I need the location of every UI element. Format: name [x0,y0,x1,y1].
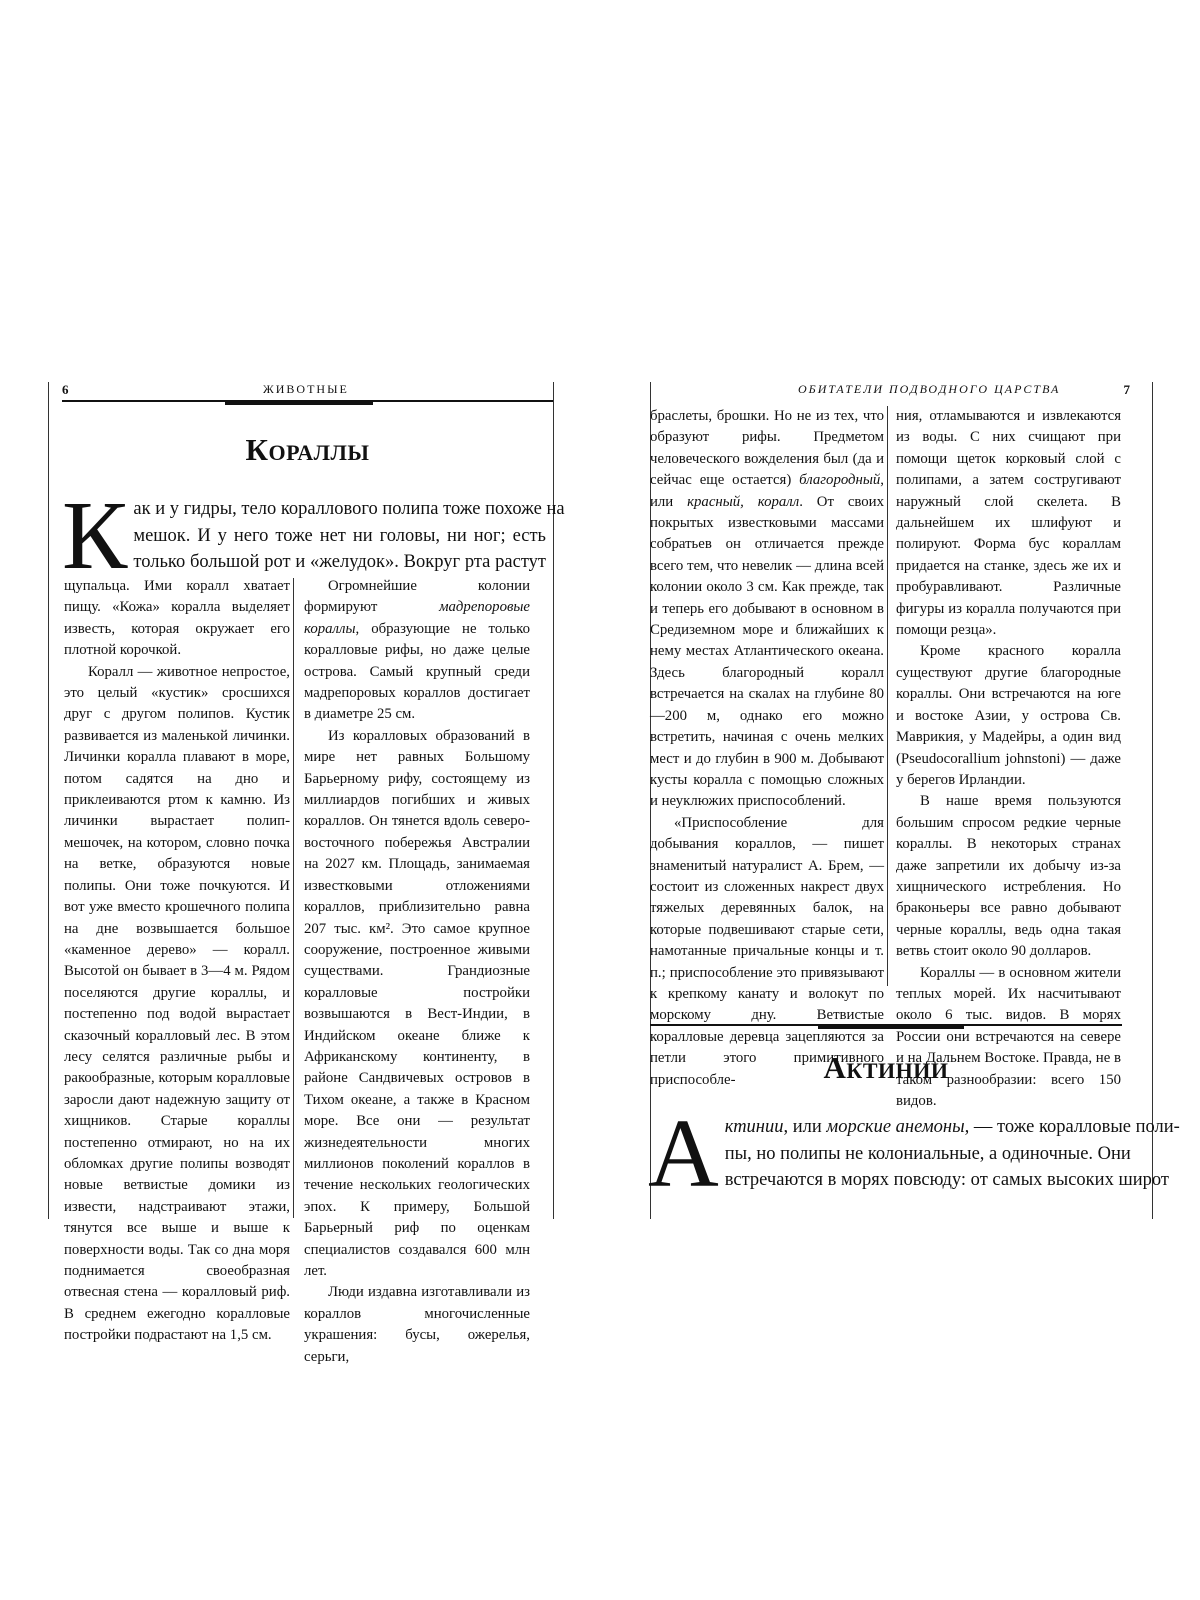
running-head-title: ЖИВОТНЫЕ [263,382,349,396]
drop-cap: К [62,482,128,590]
lead-line: встречаются в морях повсюду: от самых высоких широт [724,1170,1169,1190]
paragraph: Коралл — животное непростое, это целый «кустик» сросшихся друг с другом полипов. Кустик развивается из маленькой личинки. Личинки коралла плавают в море, потом садятся на дно и приклеиваются ртом к камню. Из личинки вырастает полип-мешочек, на котором, словно почка на ветке, образуются новые полипы. Они тоже почкуются. И вот уже вместо крошечного полипа на дне возвышается большое «каменное дерево» — коралл. Высотой он бывает в 3—4 м. Рядом поселяются другие кораллы, и постепенно под водой вырастает сказочный коралловый лес. В этом лесу селятся различные рыбы и ракообразные, которым коралловые заросли дают надежную защиту от хищников. Старые кораллы постепенно отмирают, но на их обломках другие полипы возводят новые ветвистые домики из извести, надстраивают этажи, тянутся все выше и выше к поверхности воды. Так со дна моря поднимается своеобразная отвесная стена — коралловый риф. В среднем ежегодно коралловые постройки подрастают на 1,5 см. [64,663,290,1344]
column-separator [887,406,888,986]
section-title: Кораллы [245,432,370,467]
right-running-head [650,382,1152,404]
lead-line: только большой рот и «желудок». Вокруг рта растут [133,552,546,572]
species-term: красный, коралл [687,493,800,510]
text-column-1 [64,576,290,1347]
header-accent-bar [225,400,373,405]
species-term: мадрепоровые кораллы [304,599,530,637]
paragraph: Кроме красного коралла существуют другие благородные кораллы. Они встречаются на юге и востоке Азии, у острова Св. Маврикия, у Мадейры, а один вид (Pseudocorallium johnstoni) — даже у берегов Ирландии. [896,643,1121,788]
paragraph: Люди издавна изготавливали из кораллов многочисленные украшения: бусы, ожерелья, серьги, [304,1284,530,1365]
lead-line: пы, но полипы не колониальные, а одиночные. Они [724,1143,1131,1164]
drop-cap: А [648,1100,719,1208]
text-column-2 [896,406,1121,1112]
page-number: 7 [1123,382,1130,397]
paragraph: Огромнейшие колонии формируют мадрепоровые кораллы, образующие не только коралловые рифы, но даже целые острова. Самый крупный среди мадрепоровых кораллов достигает в диаметре 25 см. [304,578,530,723]
paragraph: щупальца. Ими коралл хватает пищу. «Кожа» коралла выделяет известь, которая окружает его плотной корочкой. [64,578,290,659]
text-column-2 [304,576,530,1368]
paragraph: «Приспособление для добывания кораллов, — пишет знаменитый натуралист А. Брем, — состоит из сложенных накрест двух тяжелых деревянных балок, на которые подвешивают старые сети, намотанные причальные концы и т. п.; приспособление это привязывают к крепкому канату и волокут по морскому дну. Ветвистые коралловые деревца зацепляются за петли этого примитивного приспособле- [650,814,884,1088]
lead-line: ак и у гидры, тело кораллового полипа тоже похоже на [133,499,565,519]
paragraph: Кораллы — в основном жители теплых морей. Их насчитывают около 6 тыс. видов. В морях России они встречаются на севере и на Дальнем Востоке. Правда, не в таком разнообразии: всего 150 видов. [896,964,1121,1109]
paragraph: ния, отламываются и извлекаются из воды. С них счищают при помощи щеток корковый слой с полипами, а затем состругивают наружный слой скелета. В дальнейшем их шлифуют и полируют. Форма бус кораллам придается на станке, здесь же их и пробуравливают. Различные фигуры из коралла получаются при помощи резца». [896,408,1121,639]
lead-line: ктинии, или морские анемоны, — тоже коралловые поли- [724,1117,1180,1137]
paragraph: браслеты, брошки. Но не из тех, что образуют рифы. Предметом человеческого вожделения был (да и сейчас еще остается) благородный, или красный, коралл. От своих покрытых известковыми массами собратьев он отличается прежде всего тем, что невелик — длина всей колонии около 3 см. Как прежде, так и теперь его добывают в основном в Средиземном море и ближайших к нему местах Атлантического океана. Здесь благородный коралл встречается на скалах на глубине 80—200 м, однако его можно встретить, начиная с очень мелких мест и до глубин в 900 м. Добывают кусты коралла с помощью сложных и неуклюжих приспособлений. [650,408,884,810]
page-number: 6 [62,382,69,397]
left-page-outer-rule [48,382,49,1219]
right-page [648,382,1180,1208]
section-accent-bar [818,1024,964,1029]
paragraph: Из коралловых образований в мире нет равных Большому Барьерному рифу, состоящему из миллиардов погибших и живых кораллов. Он тянется вдоль северо-восточного побережья Австралии на 2027 км. Площадь, занимаемая известковыми отложениями кораллов, приблизительно равна 207 тыс. км². Это самое крупное сооружение, построенное живыми существами. Грандиозные коралловые постройки возвышаются в Вест-Индии, в Индийском океане ближе к Африканскому континенту, в районе Сандвичевых островов в Тихом океане, а также в Красном море. Все они — результат жизнедеятельности многих миллионов поколений кораллов в течение нескольких геологических эпох. К примеру, Большой Барьерный риф по оценкам специалистов создавался 600 млн лет. [304,727,530,1279]
lead-paragraph [648,1100,1180,1208]
paragraph: В наше время пользуются большим спросом редкие черные кораллы. В некоторых странах даже запретили их добычу из-за хищнического истребления. Но браконьеры все равно добывают черные кораллы, ведь одна такая ветвь стоит около 90 долларов. [896,793,1121,960]
column-separator [293,578,294,1218]
lead-line: мешок. И у него тоже нет ни головы, ни ног; есть [133,525,546,546]
left-page [48,382,565,1365]
text-column-1 [650,406,884,1091]
species-term: благородный [799,472,881,489]
right-page-outer-rule [1152,382,1153,1219]
lead-paragraph [62,482,565,590]
running-head-title: ОБИТАТЕЛИ ПОДВОДНОГО ЦАРСТВА [798,382,1061,396]
section-title: Актинии [823,1050,949,1085]
